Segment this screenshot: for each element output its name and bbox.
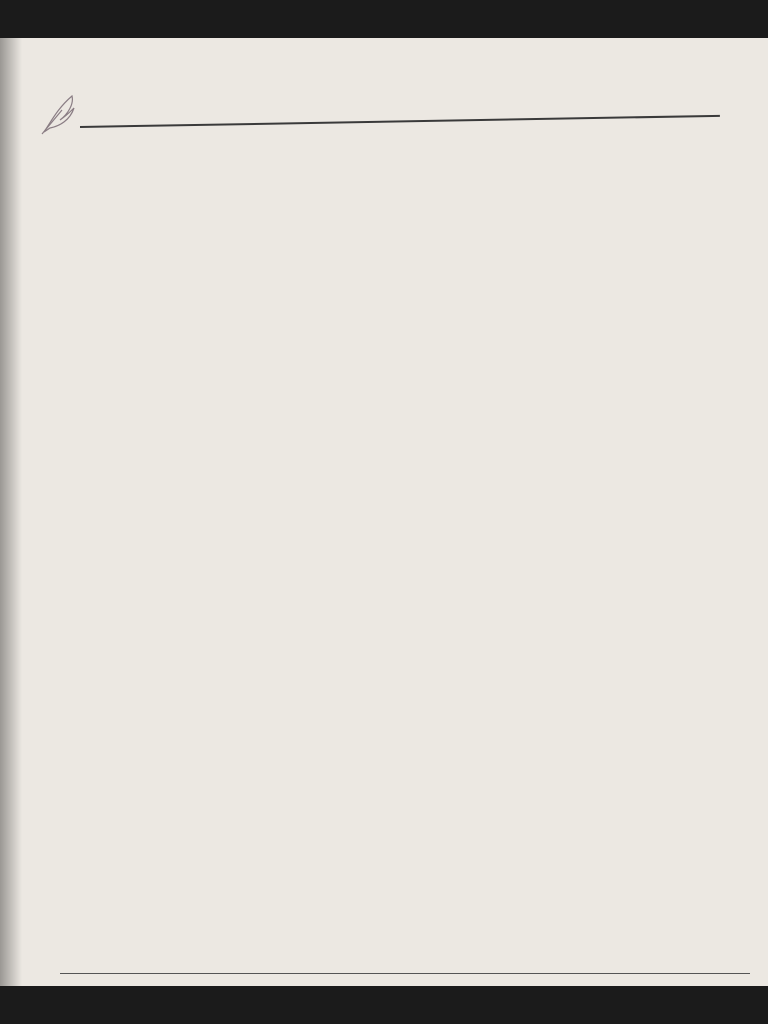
feather-icon: [38, 90, 82, 136]
header-rule: [80, 115, 720, 128]
exercise-header: [38, 90, 92, 136]
page-sheet: [0, 38, 768, 986]
spine-shadow: [0, 38, 22, 986]
footer-rule: [60, 973, 750, 974]
